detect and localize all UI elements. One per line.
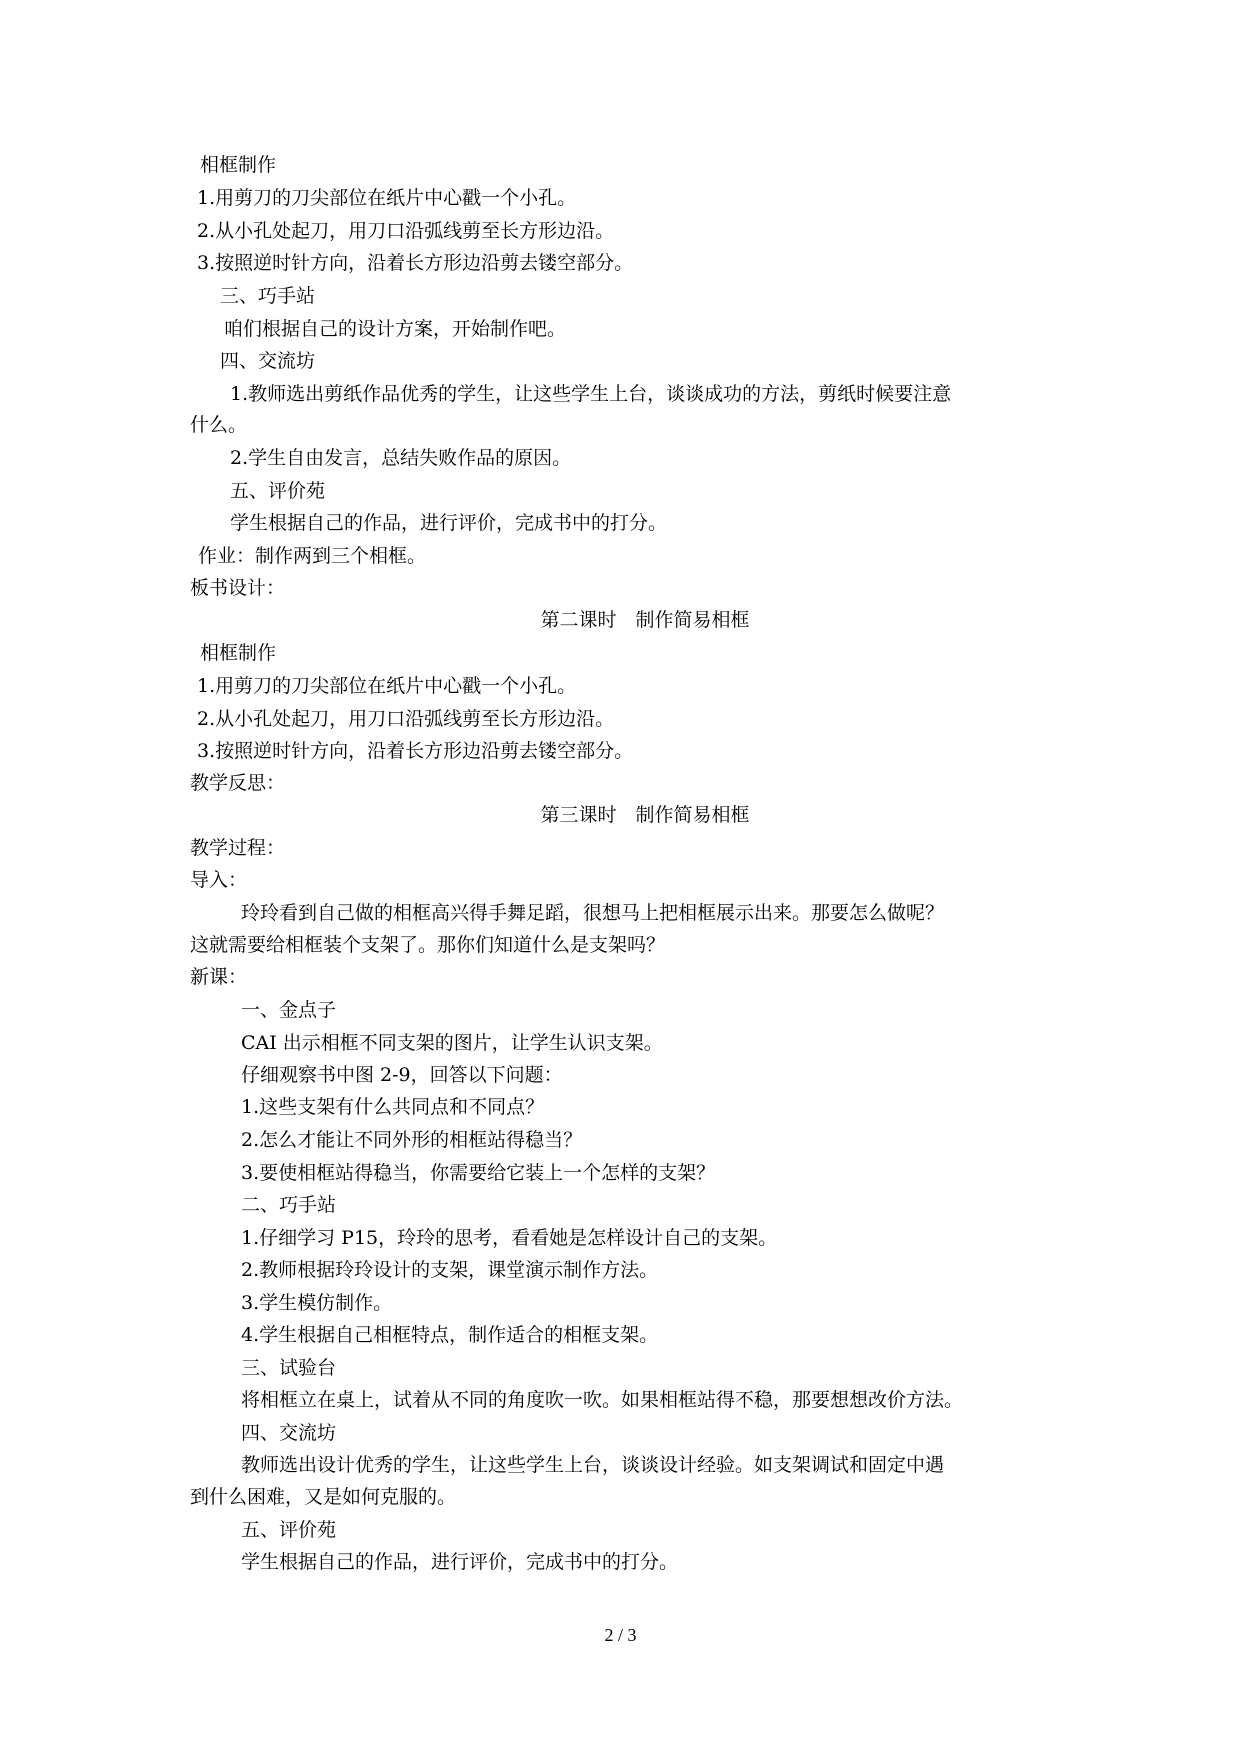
text-line: 2.从小孔处起刀，用刀口沿弧线剪至长方形边沿。	[197, 708, 615, 730]
text-line: 仔细观察书中图 2-9，回答以下问题：	[241, 1064, 563, 1086]
text-line: 3.要使相框站得稳当，你需要给它装上一个怎样的支架？	[241, 1162, 716, 1184]
text-line: 相框制作	[200, 642, 277, 664]
text-line: 到什么困难，又是如何克服的。	[190, 1486, 457, 1508]
text-line: 2.怎么才能让不同外形的相框站得稳当？	[241, 1129, 583, 1151]
text-line: 学生根据自己的作品，进行评价，完成书中的打分。	[230, 512, 668, 534]
text-line: 相框制作	[200, 154, 277, 176]
text-line: 3.按照逆时针方向，沿着长方形边沿剪去镂空部分。	[197, 740, 634, 762]
text-line: 什么。	[190, 414, 248, 436]
text-line: 1.教师选出剪纸作品优秀的学生，让这些学生上台，谈谈成功的方法，剪纸时候要注意	[230, 383, 952, 405]
text-line: 1.这些支架有什么共同点和不同点？	[241, 1096, 545, 1118]
text-line: 导入：	[190, 869, 248, 891]
page-number: 2 / 3	[604, 1625, 637, 1645]
text-line: 教学过程：	[190, 837, 286, 859]
text-line: 板书设计：	[190, 577, 286, 599]
section-heading: 四、交流坊	[220, 350, 316, 372]
text-line: 1.用剪刀的刀尖部位在纸片中心戳一个小孔。	[197, 187, 577, 209]
text-line: 2.学生自由发言，总结失败作品的原因。	[230, 447, 572, 469]
text-line: 3.按照逆时针方向，沿着长方形边沿剪去镂空部分。	[197, 252, 634, 274]
text-line: 2.教师根据玲玲设计的支架，课堂演示制作方法。	[241, 1259, 659, 1281]
text-line: 将相框立在桌上，试着从不同的角度吹一吹。如果相框站得不稳，那要想想改价方法。	[241, 1389, 964, 1411]
section-heading: 三、试验台	[241, 1357, 337, 1379]
text-line: 学生根据自己的作品，进行评价，完成书中的打分。	[241, 1551, 679, 1573]
text-line: 1.仔细学习 P15，玲玲的思考，看看她是怎样设计自己的支架。	[241, 1227, 778, 1249]
lesson-title: 第三课时 制作简易相框	[540, 804, 750, 826]
text-line: 作业：制作两到三个相框。	[198, 545, 427, 567]
text-line: 玲玲看到自己做的相框高兴得手舞足蹈，很想马上把相框展示出来。那要怎么做呢？	[241, 902, 945, 924]
text-line: 3.学生模仿制作。	[241, 1292, 393, 1314]
section-heading: 四、交流坊	[241, 1422, 337, 1444]
text-line: 2.从小孔处起刀，用刀口沿弧线剪至长方形边沿。	[197, 220, 615, 242]
section-heading: 二、巧手站	[241, 1194, 337, 1216]
text-line: 教师选出设计优秀的学生，让这些学生上台，谈谈设计经验。如支架调试和固定中遇	[241, 1454, 945, 1476]
text-line: 新课：	[190, 966, 248, 988]
section-heading: 三、巧手站	[220, 285, 316, 307]
text-line: CAI 出示相框不同支架的图片，让学生认识支架。	[241, 1032, 663, 1054]
text-line: 4.学生根据自己相框特点，制作适合的相框支架。	[241, 1324, 659, 1346]
lesson-title: 第二课时 制作简易相框	[540, 609, 750, 631]
section-heading: 五、评价苑	[230, 480, 326, 502]
section-heading: 一、金点子	[241, 999, 337, 1021]
text-line: 这就需要给相框装个支架了。那你们知道什么是支架吗？	[190, 934, 666, 956]
text-line: 教学反思：	[190, 772, 286, 794]
text-line: 1.用剪刀的刀尖部位在纸片中心戳一个小孔。	[197, 675, 577, 697]
text-line: 咱们根据自己的设计方案，开始制作吧。	[224, 318, 567, 340]
section-heading: 五、评价苑	[241, 1519, 337, 1541]
